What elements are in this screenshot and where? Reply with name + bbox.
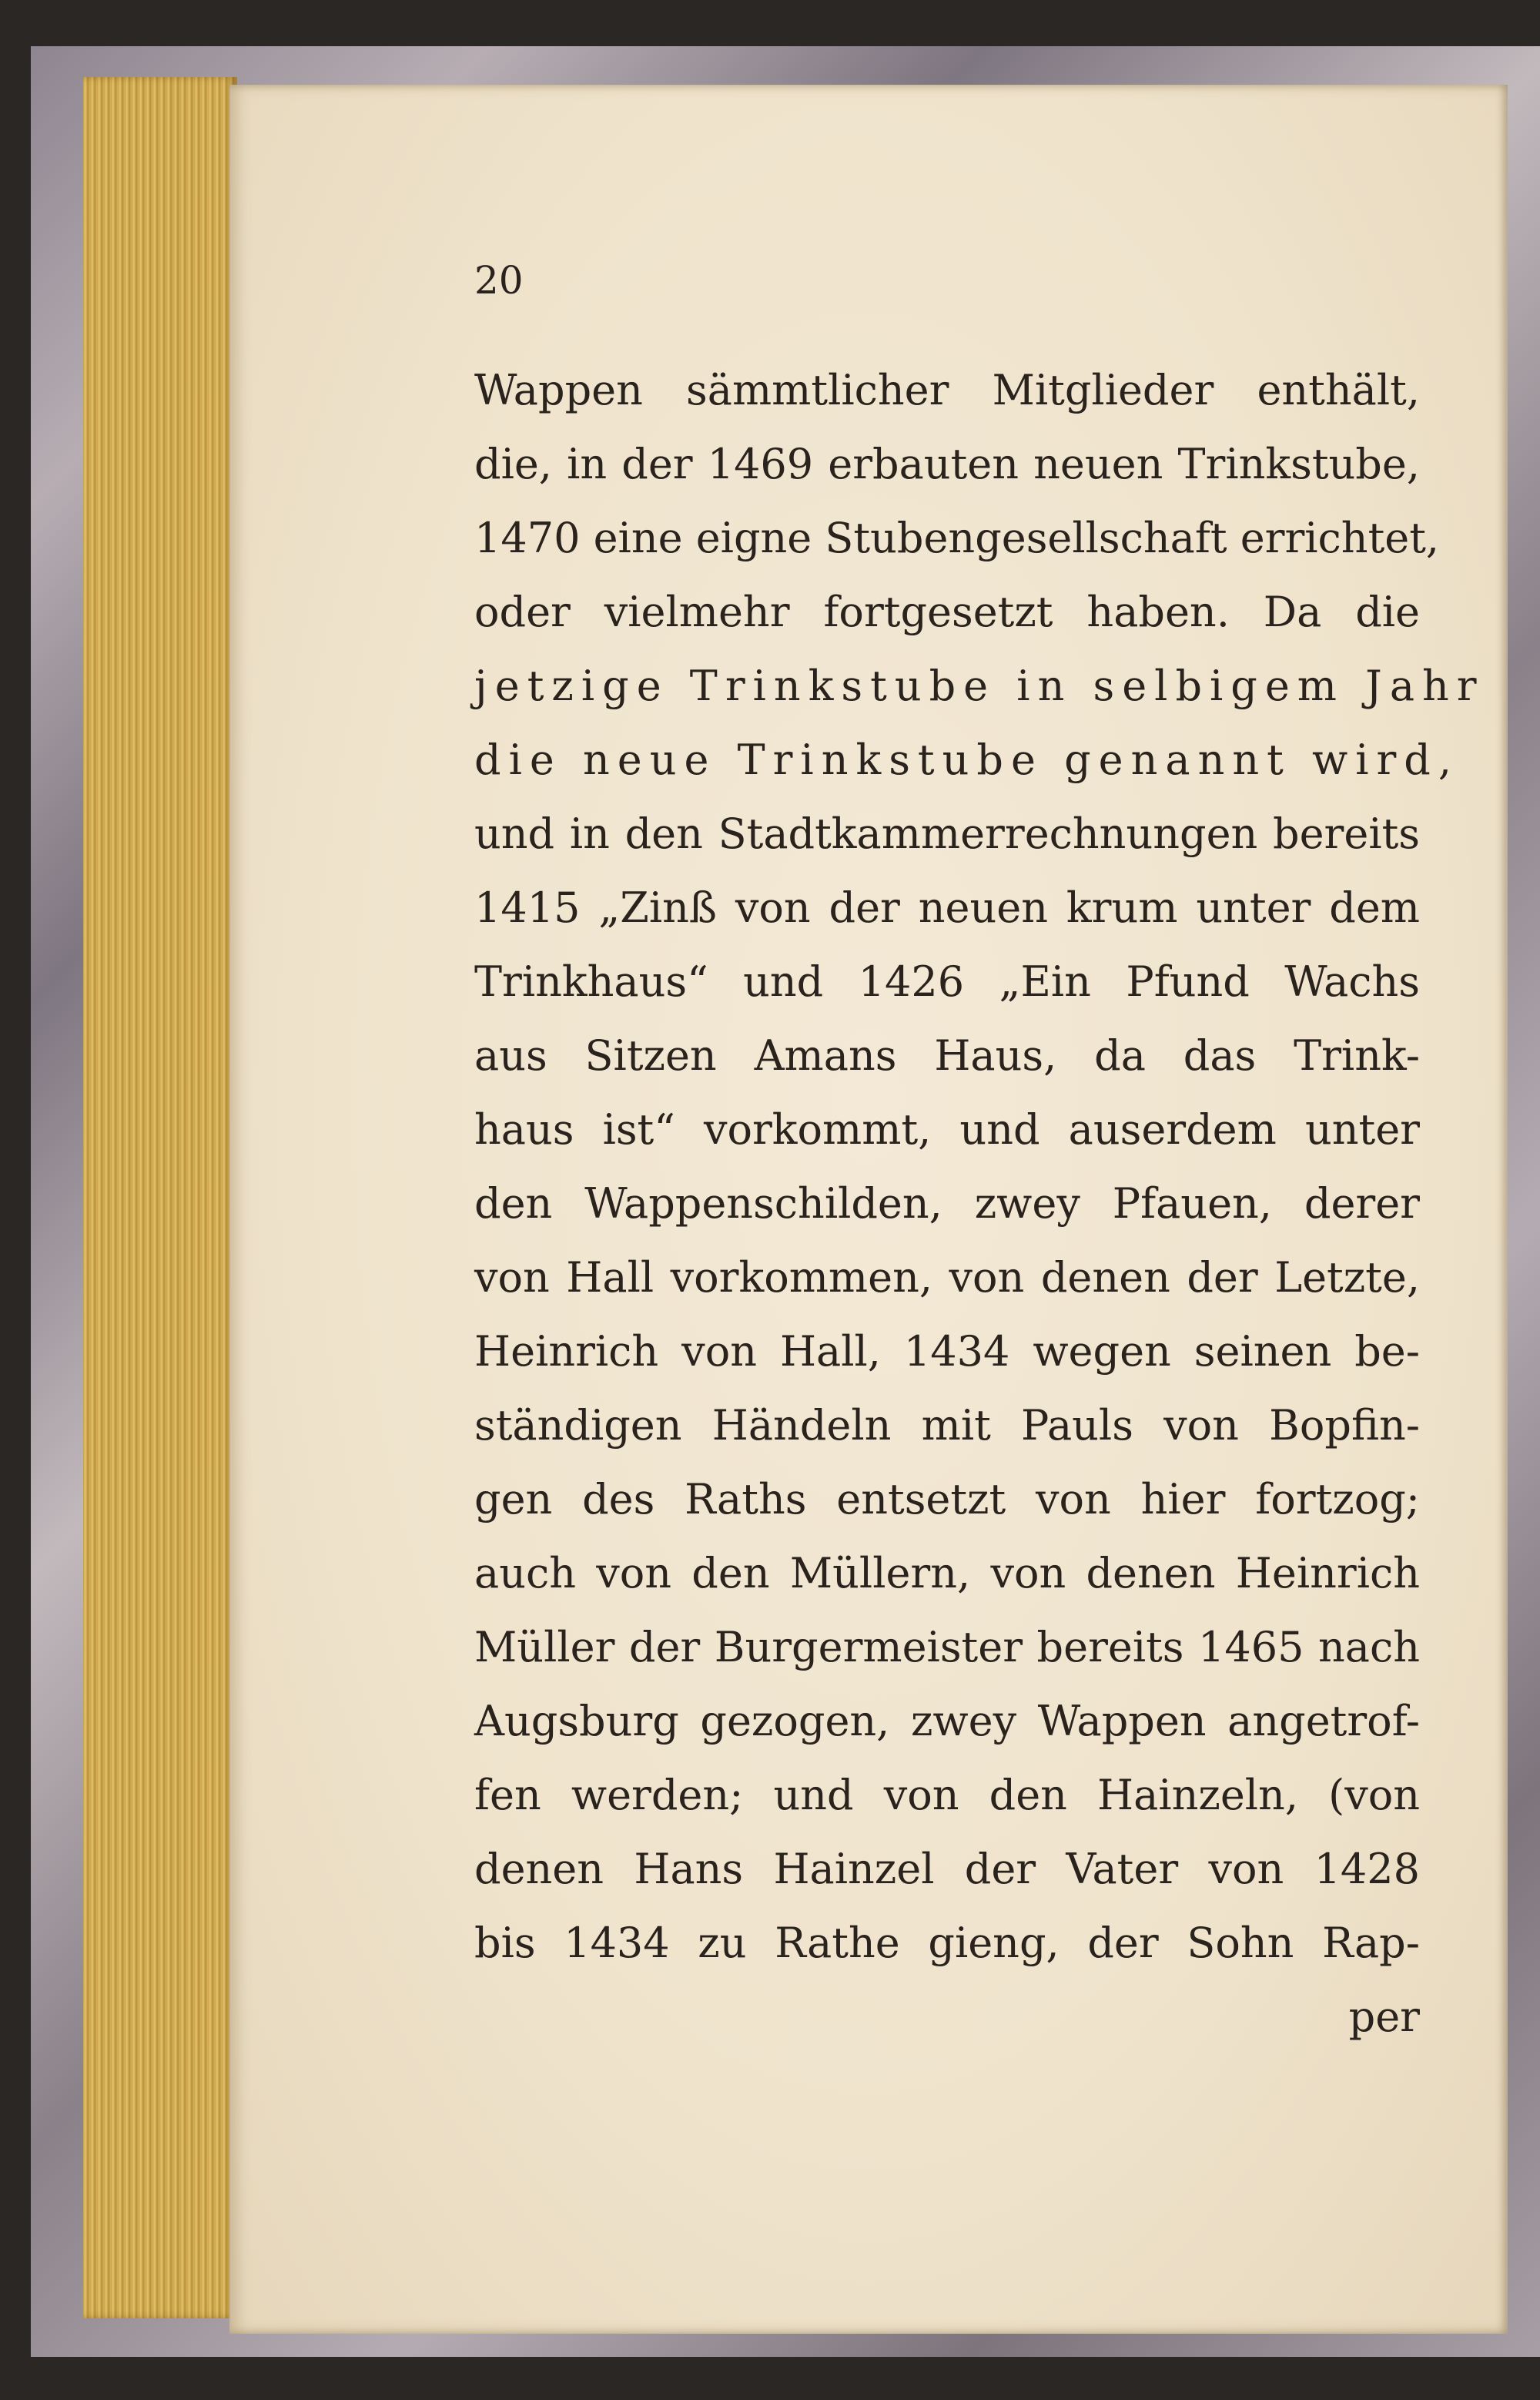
text-line: aus Sitzen Amans Haus, da das Trink- [474, 1031, 1420, 1080]
text-line: die, in der 1469 erbauten neuen Trinkstube, [474, 440, 1420, 488]
text-line: Wappen sämmtlicher Mitglieder enthält, [474, 366, 1420, 414]
text-line: haus ist“ vorkommt, und auserdem unter [474, 1105, 1420, 1154]
text-line: die neue Trinkstube genannt wird, [474, 736, 1460, 784]
text-line: denen Hans Hainzel der Vater von 1428 [474, 1845, 1420, 1893]
text-line: den Wappenschilden, zwey Pfauen, derer [474, 1179, 1420, 1228]
text-line: fen werden; und von den Hainzeln, (von [474, 1771, 1420, 1819]
text-line: Trinkhaus“ und 1426 „Ein Pfund Wachs [474, 957, 1420, 1006]
text-line: von Hall vorkommen, von denen der Letzte, [474, 1253, 1420, 1302]
text-line: und in den Stadtkammerrechnungen bereits [474, 809, 1420, 858]
text-line: ständigen Händeln mit Pauls von Bopfin- [474, 1401, 1420, 1450]
text-line: auch von den Müllern, von denen Heinrich [474, 1549, 1420, 1597]
text-line: 1470 eine eigne Stubengesellschaft errichtet, [474, 514, 1440, 562]
page-number: 20 [474, 258, 524, 303]
text-line: bis 1434 zu Rathe gieng, der Sohn Rap- [474, 1919, 1420, 1967]
text-line: Heinrich von Hall, 1434 wegen seinen be- [474, 1327, 1420, 1376]
text-line: oder vielmehr fortgesetzt haben. Da die [474, 588, 1420, 636]
text-line: jetzige Trinkstube in selbigem Jahr [474, 662, 1485, 710]
text-line: Augsburg gezogen, zwey Wappen angetrof- [474, 1697, 1420, 1745]
text-line: per [1348, 1993, 1420, 2041]
text-line: gen des Raths entsetzt von hier fortzog; [474, 1475, 1420, 1523]
text-line: Müller der Burgermeister bereits 1465 nach [474, 1623, 1420, 1671]
gilt-page-edges [83, 77, 237, 2318]
text-line: 1415 „Zinß von der neuen krum unter dem [474, 883, 1420, 932]
